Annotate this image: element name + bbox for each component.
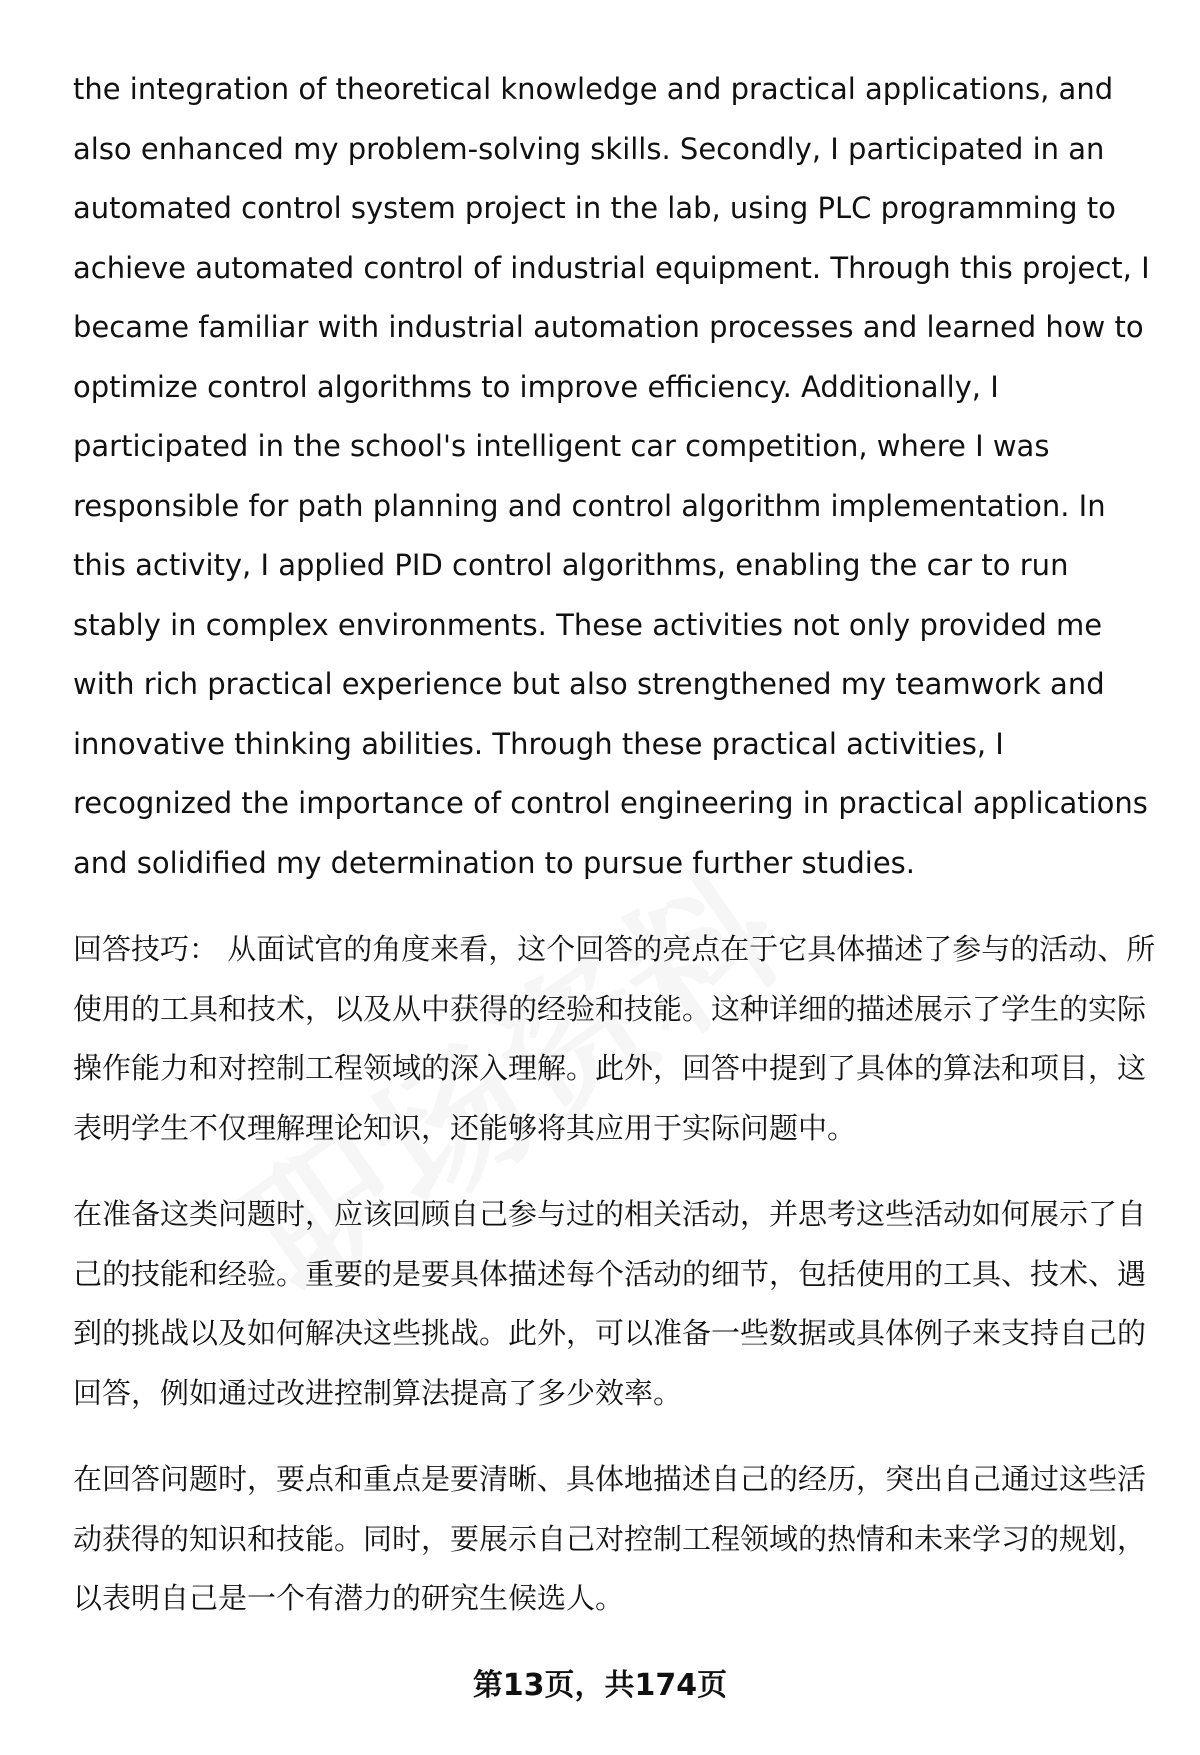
page-number: 第13页，共174页: [472, 1668, 728, 1703]
paragraph-answer-tips: 回答技巧： 从面试官的角度来看，这个回答的亮点在于它具体描述了参与的活动、所使用的工具和技术，以及从中获得的经验和技能。这种详细的描述展示了学生的实际操作能力和对控制工程领域的深入理解。此外，回答中提到了具体的算法和项目，这表明学生不仅理解理论知识，还能够将其应用于实际问题中。: [73, 932, 1156, 1145]
paragraph-practical-experience: the integration of theoretical knowledge and practical applications, and also enhanced my problem-solving skills. Secondly, I participated in an automated control system project in the lab, using PLC programming to achieve automated control of industrial equipment. Through this project, I became familiar with industrial automation processes and learned how to optimize control algorithms to improve efficiency. Additionally, I participated in the school's intelligent car competition, where I was responsible for path planning and control algorithm implementation. In this activity, I applied PID control algorithms, enabling the car to run stably in complex environments. These activities not only provided me with rich practical experience but also strengthened my teamwork and innovative thinking abilities. Through these practical activities, I recognized the importance of control engineering in practical applications and solidified my determination to pursue further studies.: [73, 72, 1150, 880]
paragraph-key-points: 在回答问题时，要点和重点是要清晰、具体地描述自己的经历，突出自己通过这些活动获得的知识和技能。同时，要展示自己对控制工程领域的热情和未来学习的规划，以表明自己是一个有潜力的研究生候选人。: [73, 1462, 1147, 1615]
paragraph-preparation-advice: 在准备这类问题时，应该回顾自己参与过的相关活动，并思考这些活动如何展示了自己的技能和经验。重要的是要具体描述每个活动的细节，包括使用的工具、技术、遇到的挑战以及如何解决这些挑战。此外，可以准备一些数据或具体例子来支持自己的回答，例如通过改进控制算法提高了多少效率。: [73, 1197, 1147, 1410]
document-body: [73, 60, 1158, 1656]
